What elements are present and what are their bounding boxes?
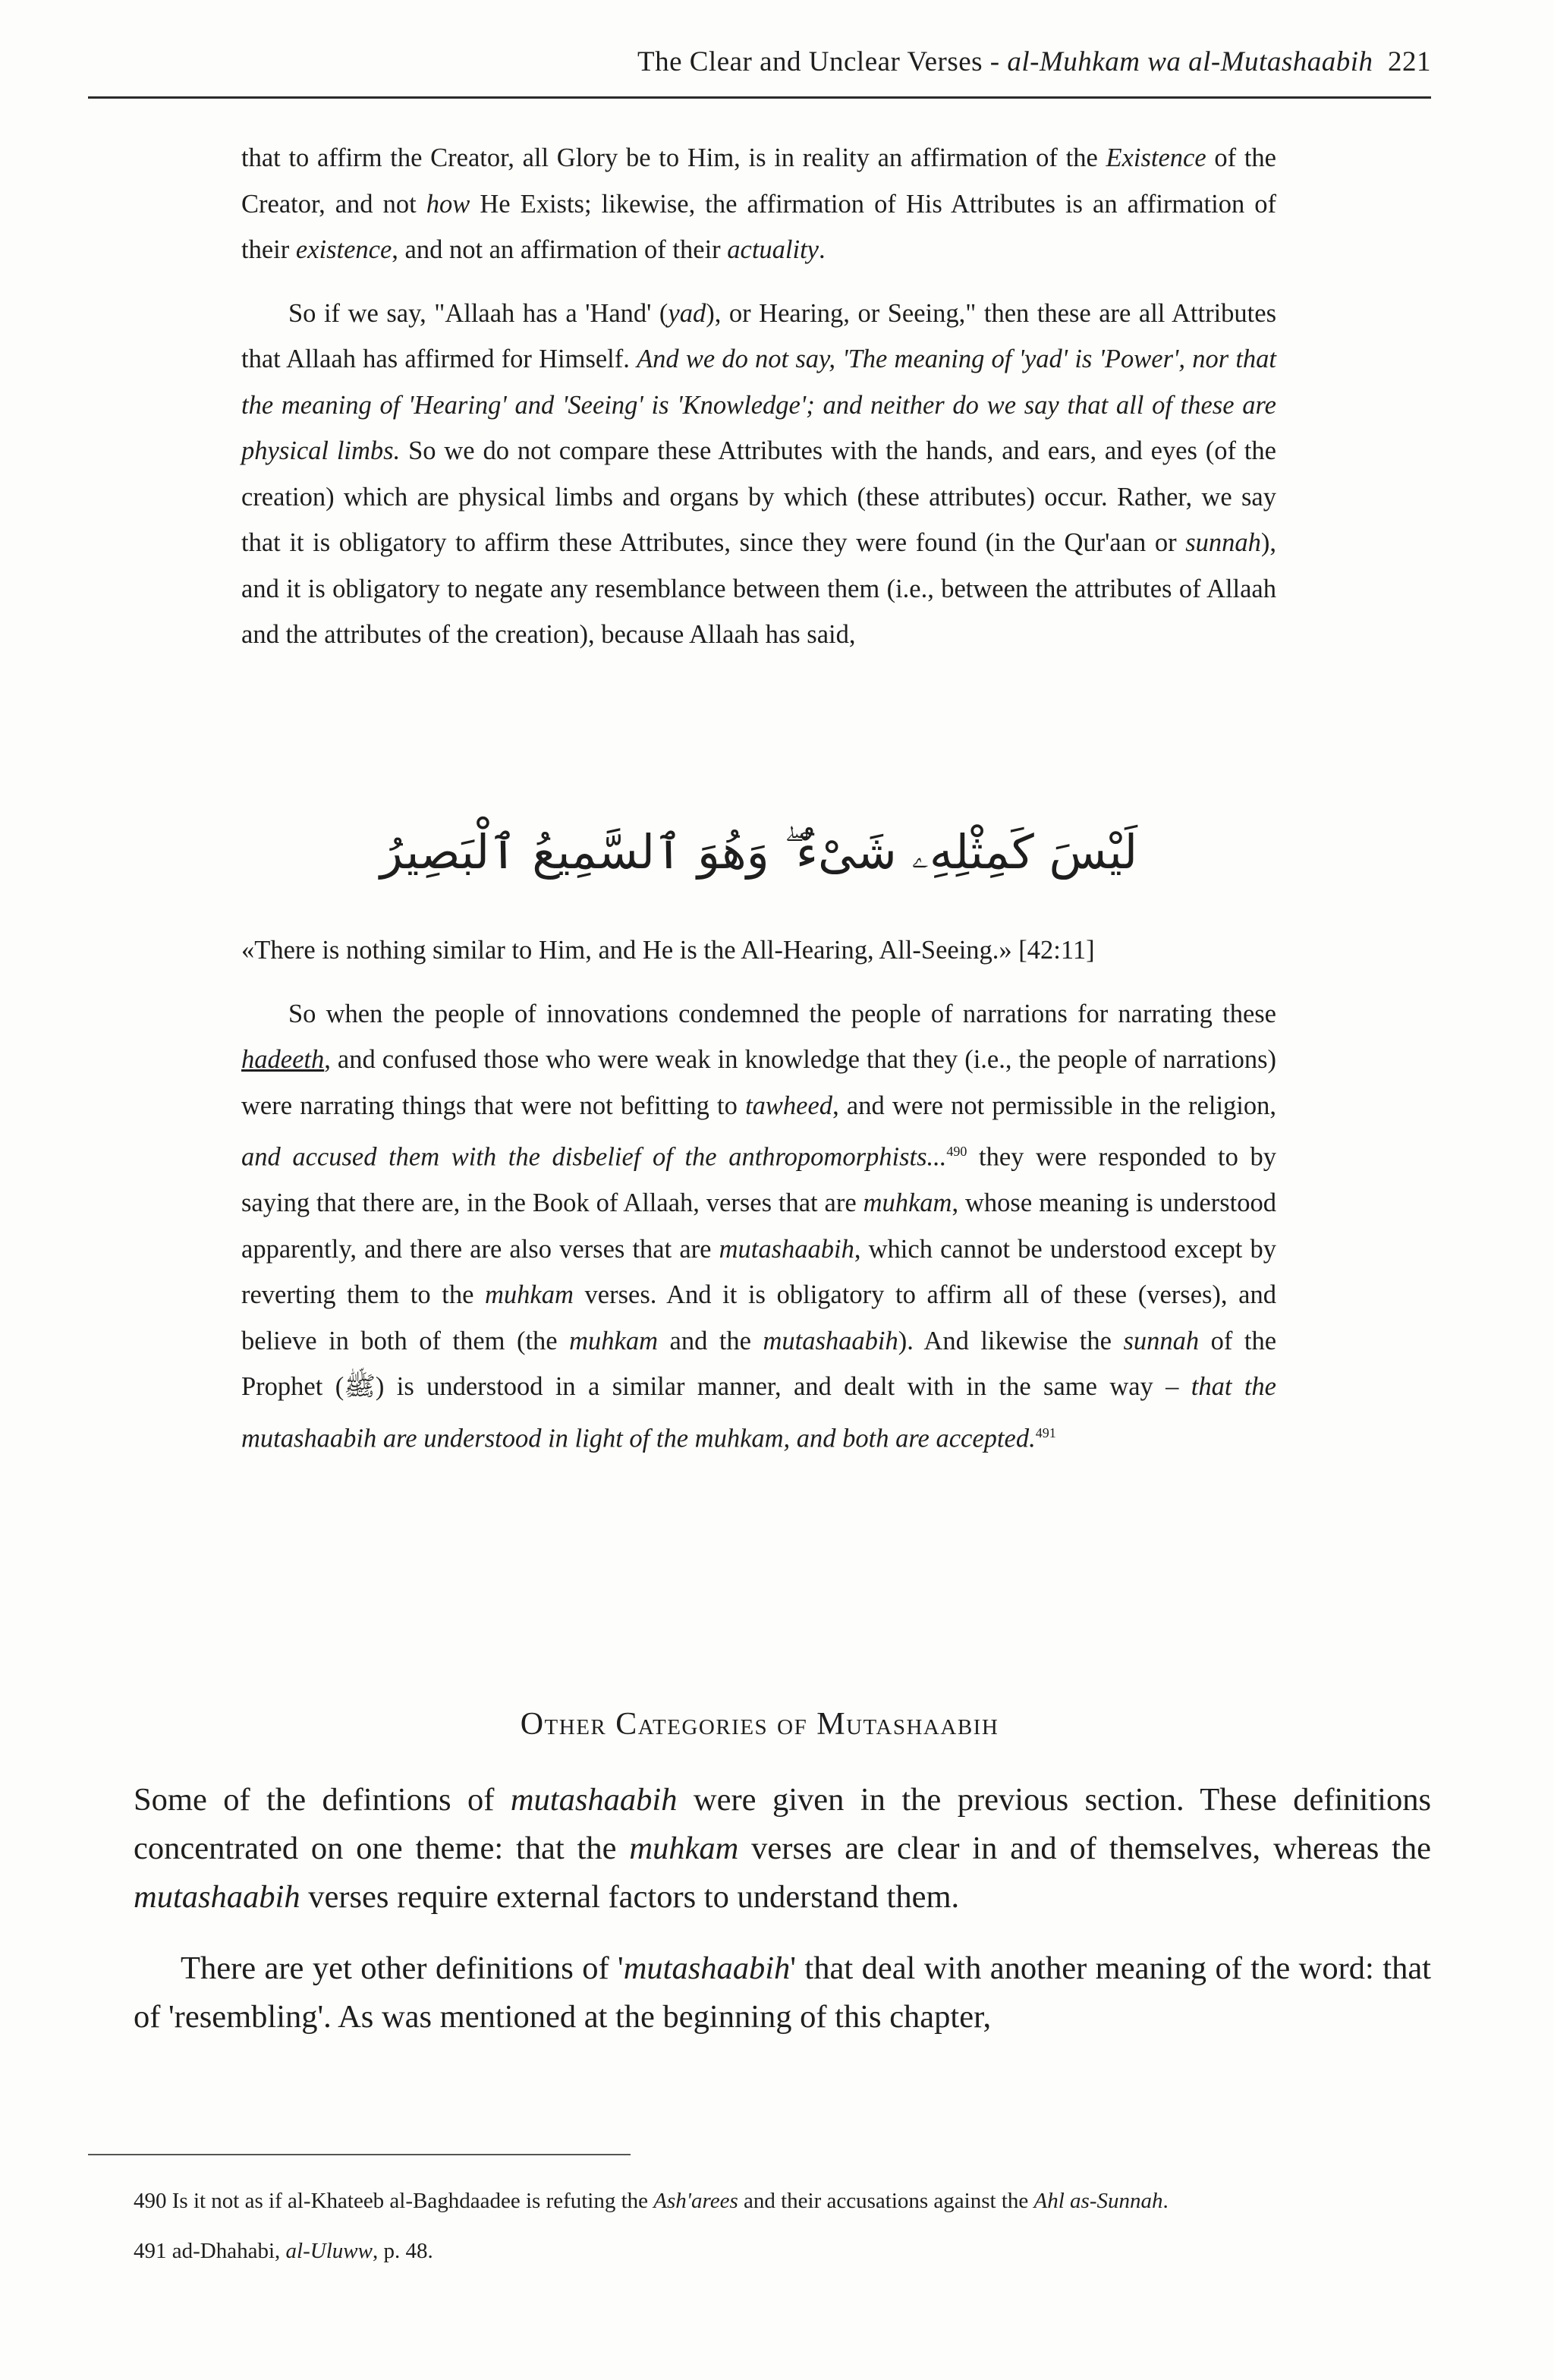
running-header — [88, 46, 1431, 78]
paragraph-5: There are yet other definitions of 'mutashaabih' that deal with another meaning of the word: that of 'resembling'. As was mentioned at the beginning of this chapter, — [134, 1950, 1431, 2035]
footnote-rule — [88, 2154, 631, 2155]
paragraph-4: Some of the defintions of mutashaabih were given in the previous section. These definitions concentrated on one theme: that the muhkam verses are clear in and of themselves, whereas the mutashaabih verses require external factors to understand them. — [134, 1782, 1432, 1915]
paragraph-2: So if we say, "Allaah has a 'Hand' (yad), or Hearing, or Seeing," then these are all Attributes that Allaah has affirmed for Himself. And we do not say, 'The meaning of 'yad' is 'Power', nor that the meaning of 'Hearing' and 'Seeing' is 'Knowledge'; and neither do we say that all of these are physical limbs. So we do not compare these Attributes with the hands, and ears, and eyes (of the creation) which are physical limbs and organs by which (these attributes) occur. Rather, we say that it is obligatory to affirm these Attributes, since they were found (in the Qur'aan or sunnah), and it is obligatory to negate any resemblance between them (i.e., between the attributes of Allaah and the attributes of the creation), because Allaah has said, — [241, 298, 1276, 649]
arabic-verse: لَيْسَ كَمِثْلِهِۦ شَىْءٌ ۖ وَهُوَ ٱلسَّمِيعُ ٱلْبَصِيرُ — [379, 824, 1138, 880]
section-heading: Other Categories of Mutashaabih — [520, 1707, 999, 1742]
footnote-ref-490: 490 — [946, 1144, 967, 1159]
quoted-text-block-2 — [241, 927, 1276, 1479]
footnote-ref-491: 491 — [1035, 1425, 1056, 1440]
quoted-text-block — [241, 135, 1276, 675]
header-subtitle: al-Muhkam wa al-Mutashaabih — [1007, 46, 1373, 77]
main-text-block — [134, 1776, 1431, 2064]
page-number: 221 — [1388, 46, 1431, 77]
header-rule — [88, 96, 1431, 99]
footnote-491: 491 ad-Dhahabi, al-Uluww, p. 48. — [134, 2239, 433, 2263]
footnotes — [88, 2184, 1431, 2284]
paragraph-3: So when the people of innovations condemned the people of narrations for narrating these hadeeth, and confused those who were weak in knowledge that they (i.e., the people of narrations) were narrating things that were not befitting to tawheed, and were not permissible in the religion, and accused them with the disbelief of the anthropomorphists...$^{490}$ they were responded to by saying that there are, in the Book of Allaah, verses that are muhkam, whose meaning is understood apparently, and there are also verses that are mutashaabih, which cannot be understood except by reverting them to the muhkam verses. And it is obligatory to affirm all of these (verses), and believe in both of them (the muhkam and the mutashaabih). And likewise the sunnah of the Prophet (ﷺ) is understood in a similar manner, and dealt with in the same way – that the mutashaabih are understood in light of the muhkam, and both are accepted.$^{491}$ — [241, 999, 1277, 1453]
footnote-490: 490 Is it not as if al-Khateeb al-Baghdaadee is refuting the Ash'arees and their accusations against the Ahl as-Sunnah. — [134, 2189, 1169, 2213]
header-title: The Clear and Unclear Verses - — [637, 46, 1008, 77]
verse-translation: «There is nothing similar to Him, and He is the All-Hearing, All-Seeing.» [42:11] — [241, 936, 1095, 965]
paragraph-1: that to affirm the Creator, all Glory be to Him, is in reality an affirmation of the Existence of the Creator, and not how He Exists; likewise, the affirmation of His Attributes is an affirmation of their existence, and not an affirmation of their actuality. — [241, 143, 1276, 264]
